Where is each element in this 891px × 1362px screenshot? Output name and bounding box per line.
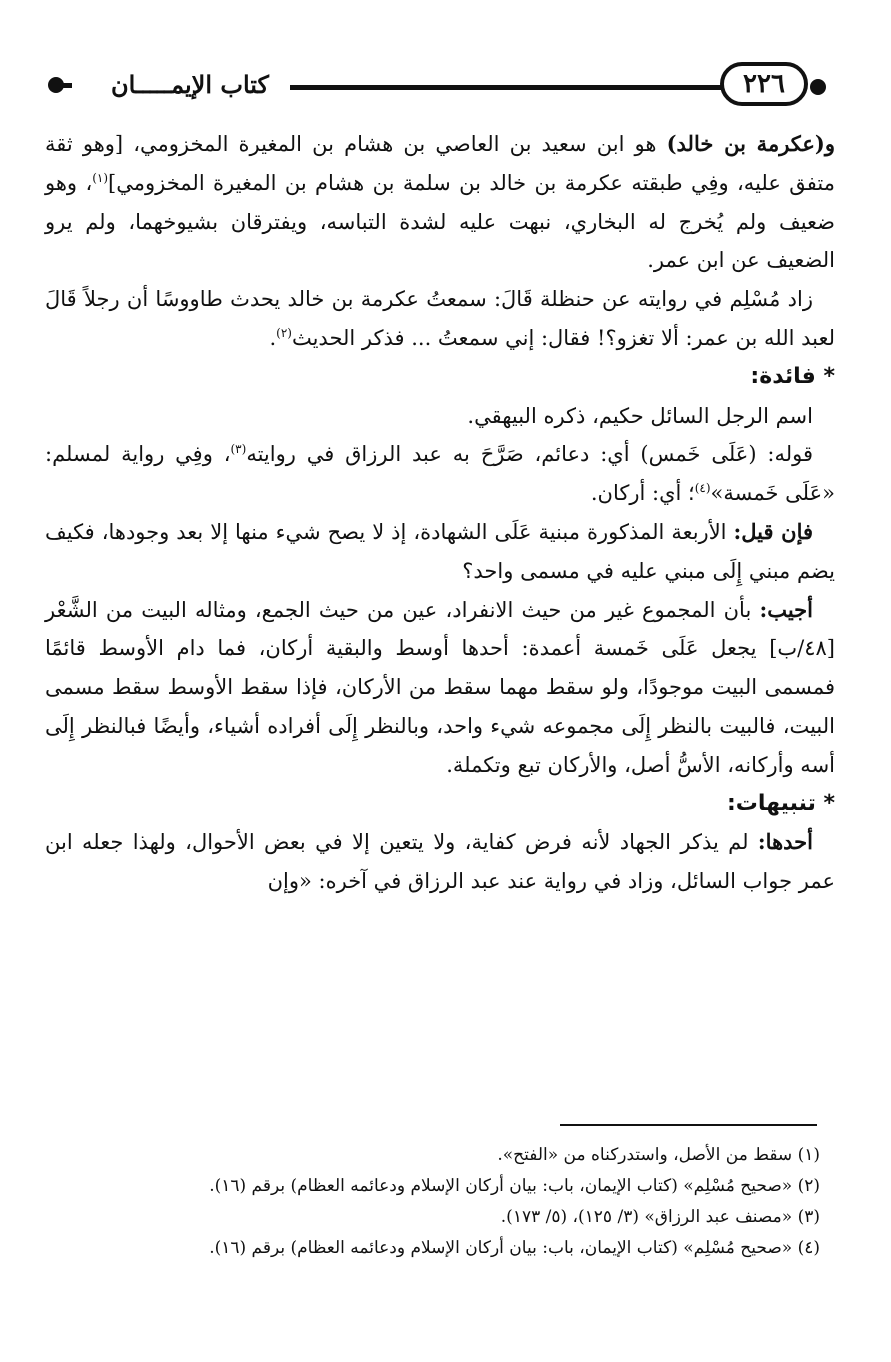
paragraph-text: قوله: (عَلَى خَمس) أي: دعائم، صَرَّحَ به عبد الرزاق في روايته xyxy=(246,442,813,467)
paragraph-questioner-name xyxy=(45,397,835,436)
running-title: كتاب الإيمـــــان xyxy=(111,70,269,99)
page-header xyxy=(40,62,835,118)
paragraph-text: لم يذكر الجهاد لأنه فرض كفاية، ولا يتعين إلا في بعض الأحوال، ولهذا جعله ابن عمر جواب السائل، وزاد في رواية عند عبد الرزاق في آخره: «وإن xyxy=(45,830,835,894)
paragraph-objection xyxy=(45,513,835,591)
header-ornament-right xyxy=(810,79,826,95)
footnote-3: (٣) «مصنف عبد الرزاق» (٣/ ١٢٥)، (٥/ ١٧٣). xyxy=(500,1207,820,1227)
paragraph-ikrima xyxy=(45,125,835,280)
paragraph-text: الأربعة المذكورة مبنية عَلَى الشهادة، إذ لا يصح شيء منها إلا بعد وجودها، فكيف يضم مبني إِلَى مبني عليه في مسمى واحد؟ xyxy=(45,519,835,583)
header-ornament-left-bar xyxy=(60,83,72,88)
paragraph-text: اسم الرجل السائل حكيم، ذكره البيهقي. xyxy=(467,403,813,428)
section-heading-notes: * تنبيهات: xyxy=(726,790,835,816)
paragraph-text: هو ابن سعيد بن العاصي بن هشام بن المغيرة المخزومي، [وهو ثقة متفق عليه، وفِي طبقته عكرمة بن خالد بن سلمة بن هشام بن المغيرة المخزومي] xyxy=(45,132,835,195)
paragraph-text: زاد مُسْلِم في روايته عن حنظلة قَالَ: سمعتُ عكرمة بن خالد يحدث طاووسًا أن رجلاً قَالَ لعبد الله بن عمر: ألا تغزو؟! فقال: إني سمعتُ ... فذكر الحديث xyxy=(45,287,835,350)
paragraph-lead: و(عكرمة بن خالد) xyxy=(666,131,835,156)
footnote-separator xyxy=(560,1124,817,1126)
paragraph-muslim-addition xyxy=(45,280,835,358)
paragraph-text-cont: ، وفِي رواية لمسلم: «عَلَى خَمسة» xyxy=(45,442,835,506)
paragraph-lead: فإن قيل: xyxy=(733,518,814,544)
paragraph-lead: أجيب: xyxy=(759,596,813,622)
footnote-2: (٢) «صحيح مُسْلِم» (كتاب الإيمان، باب: بيان أركان الإسلام ودعائمه العظام) برقم (١٦). xyxy=(209,1176,820,1196)
paragraph-lead: أحدها: xyxy=(757,829,813,855)
section-heading-benefit: * فائدة: xyxy=(750,363,835,389)
paragraph-text-cont: ، وهو ضعيف ولم يُخرج له البخاري، نبهت عليه لشدة التباسه، ويفترقان بشيوخهما، ولم يرو الضعيف عن ابن عمر. xyxy=(45,170,835,273)
footnote-ref-2: (٢) xyxy=(276,325,292,340)
page-number: ٢٢٦ xyxy=(720,62,808,106)
footnote-1: (١) سقط من الأصل، واستدركناه من «الفتح». xyxy=(497,1145,820,1165)
paragraph-answer xyxy=(45,591,835,785)
footnote-ref-4: (٤) xyxy=(694,481,711,496)
footnotes xyxy=(45,1140,820,1264)
paragraph-text: بأن المجموع غير من حيث الانفراد، عين من حيث الجمع، ومثاله البيت من الشَّعْر [٤٨/ب] يجعل عَلَى خَمسة أعمدة: أحدها أوسط والبقية أركان، فما دام الأوسط قائمًا فمسمى البيت موجودًا، ولو سقط مهما سقط من الأركان، فإذا سقط الأوسط سقط مسمى البيت، فالبيت بالنظر إِلَى مجموعه شيء واحد، وبالنظر إِلَى أفراده أشياء، وأيضًا فبالنظر إِلَى أسه وأركانه، الأسُّ أصل، والأركان تبع وتكملة. xyxy=(45,597,835,777)
footnote-4: (٤) «صحيح مُسْلِم» (كتاب الإيمان، باب: بيان أركان الإسلام ودعائمه العظام) برقم (١٦). xyxy=(209,1238,820,1258)
paragraph-five-pillars xyxy=(45,435,835,513)
main-text xyxy=(45,125,835,901)
paragraph-end: . xyxy=(269,325,277,350)
paragraph-text-end: ؛ أي: أركان. xyxy=(590,481,695,506)
footnote-ref-3: (٣) xyxy=(230,442,247,457)
footnote-ref-1: (١) xyxy=(92,170,109,185)
header-rule xyxy=(290,85,760,90)
paragraph-first-note xyxy=(45,823,835,901)
